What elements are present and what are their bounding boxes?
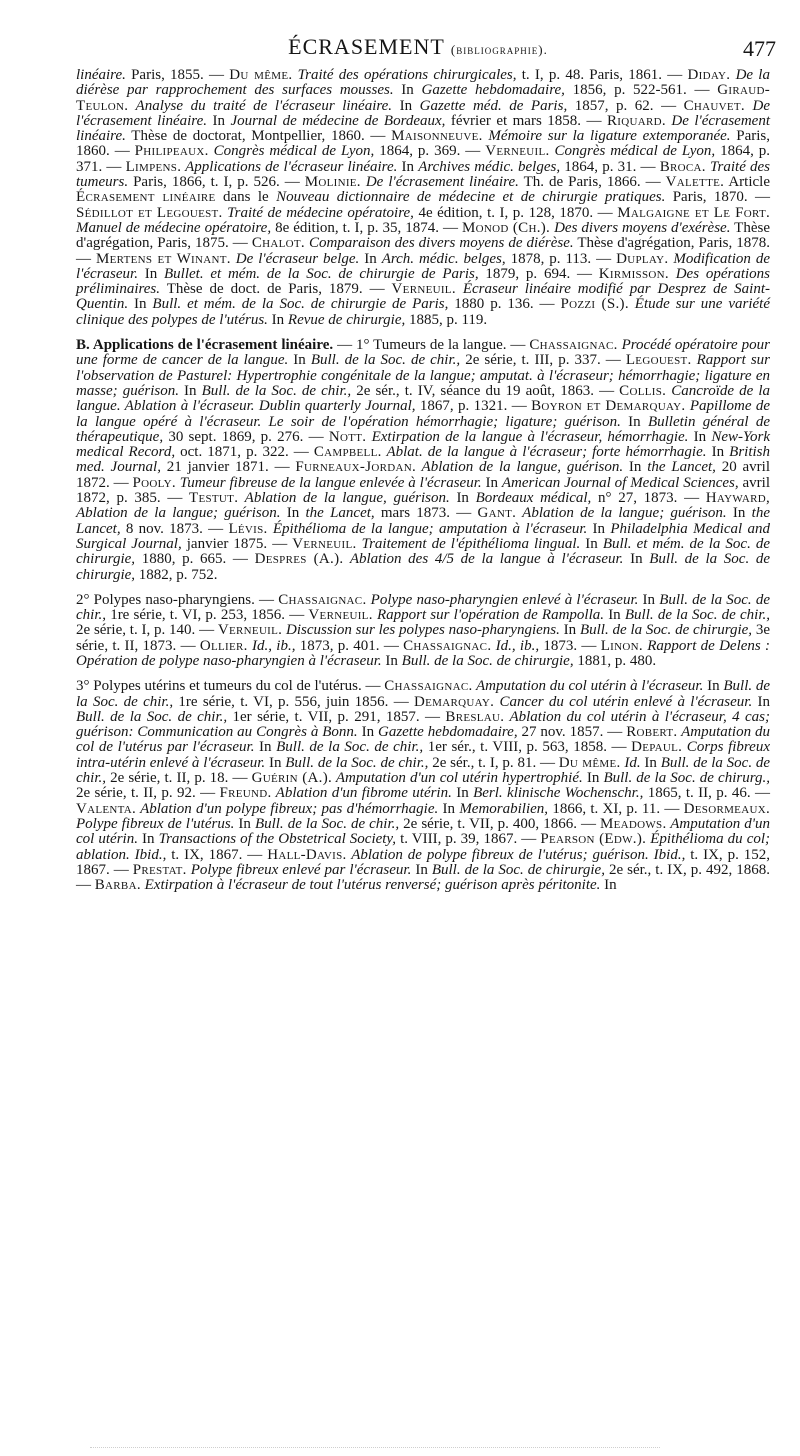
author-name: Philipeaux. [134,143,209,160]
work-title: Procédé opératoire pour une forme de cancer de la langue. [76,337,770,369]
work-title: Étude sur une variété clinique des polypes de l'utérus. [76,296,770,328]
work-title: Gazette hebdomadaire, [377,724,518,741]
author-name: Chauvet. [683,97,745,114]
reference-text: 2e série, t. III, p. 337. — [460,352,626,369]
author-name: Breslau. [445,708,505,725]
reference-text: janvier 1875. — [181,535,293,552]
reference-text: 2e série, t. II, p. 92. — [76,785,220,802]
author-name: Furneaux-Jordan. [295,459,417,476]
work-title: Modification de l'écraseur. [76,250,771,282]
work-title: Bull. et mém. de la Soc. de chirurgie, [76,535,770,568]
author-name: Barba. [94,877,141,894]
reference-text: avril 1872, p. 385. — [76,474,770,507]
author-name: Chassaignac. [278,591,367,608]
work-title: Bull. et mém. de la Soc. de chirurgie de Paris, [152,296,449,313]
reference-text: 8e édition, t. I, p. 35, 1874. — [271,219,462,236]
reference-text: Th. de Paris, 1866. — [518,174,666,191]
work-title: Extirpation à l'écraseur de tout l'utérus renversé; guérison après péritonite. [140,877,601,894]
reference-text: In [481,474,502,491]
reference-text: 3e série, t. II, 1873. — [76,622,771,654]
work-title: Amputation du col utérin à l'écraseur. [472,678,704,695]
bibliography-body [76,68,770,893]
work-title: Discussion sur les polypes naso-pharyngiens. [282,622,560,639]
author-name: Sédillot et Legouest. [76,204,223,221]
work-title: Épithélioma de la langue; amputation à l'écraseur. [267,520,588,537]
author-name: Legouest. [625,352,692,369]
bibliography-paragraph [76,338,770,583]
reference-text: 20 avril 1872. — [76,459,771,491]
author-name: Du même. [229,67,293,83]
work-title: Bordeaux médical, [475,490,592,507]
work-title: Analyse du traité de l'écraseur linéaire. [128,97,393,114]
reference-text: février et mars 1858. — [445,112,607,129]
reference-text: In [288,352,311,369]
reference-text: Paris, 1855. — [125,67,230,83]
work-title: Nouveau dictionnaire de médecine et de chirurgie pratiques. [276,189,666,206]
work-title: Épithélioma du col; ablation. Ibid., [76,831,771,863]
author-name: Campbell. [313,444,382,461]
work-title: Bull. de la Soc. de chir., [624,607,770,624]
author-name: Mertens et Winant. [95,250,231,267]
header-title: ÉCRASEMENT [288,34,445,59]
reference-text: In [752,693,771,710]
work-title: the Lancet, [76,505,770,537]
work-title: Bullet. et mém. de la Soc. de chirurgie de Paris, [164,265,479,282]
reference-text: In [726,505,752,522]
reference-text: 1879, p. 694. — [478,265,599,282]
author-name: Testut. [189,490,239,507]
work-title: Tumeur fibreuse de la langue enlevée à l'écraseur. [175,474,482,491]
reference-text: In [128,296,153,313]
reference-text: 1857, p. 62. — [567,97,684,114]
reference-text: In [449,490,476,507]
work-title: Polype naso-pharyngien enlevé à l'écraseur. [366,591,639,608]
work-title: Des divers moyens d'exérèse. [550,219,731,236]
work-title: Bull. de la Soc. de chirurgie, [579,622,753,639]
reference-text: t. I, p. 48. Paris, 1861. — [516,67,688,83]
work-title: Des opérations préliminaires. [76,265,770,298]
work-title: Amputation d'un col utérin hypertrophié. [332,770,583,787]
reference-text: 27 nov. 1857. — [517,724,627,741]
reference-text: 1873, p. 401. — [295,637,404,654]
author-name: Demarquay. [414,693,495,710]
work-title: De l'écraseur belge. [230,250,360,267]
author-name: Robert. [626,724,678,741]
reference-text: Paris, 1870. — [665,189,770,206]
reference-text: 1re série, t. VI, p. 253, 1856. — [106,607,309,624]
work-title: Arch. médic. belges, [381,250,506,267]
author-name: Verneuil. [292,535,357,552]
reference-text: 1856, p. 522-561. — [564,82,718,99]
work-title: Ablation de la langue, guérison. [238,490,450,507]
work-title: Bull. de la Soc. de chir., [76,678,771,710]
work-title: Bull. de la Soc. de chir., [201,382,352,399]
work-title: Papillome de la langue opéré à l'écraseur. Le soir de l'opération hémorrhagie; ligature; guérison. [76,398,771,430]
author-name: Nott. [328,428,367,445]
work-title: Archives médic. belges, [418,158,561,175]
reference-text: In [600,877,617,894]
author-name: Freund. [219,785,272,802]
author-name: Boyron et Demarquay. [531,398,686,415]
reference-text: Thèse d'agrégation, Paris, 1878. — [76,235,770,267]
work-title: the Lancet, [305,505,375,522]
reference-text: 2e sér., t. IV, séance du 19 août, 1863. — [351,382,620,399]
work-title: Manuel de médecine opératoire, [76,219,272,236]
reference-text: In [207,112,231,129]
author-name: Collis. [619,382,667,399]
reference-text: In [620,413,648,430]
bibliography-paragraph [76,679,770,893]
author-name: Ollier. [199,637,248,654]
work-title: Applications de l'écraseur linéaire. [181,158,398,175]
footer-rule [90,1447,660,1449]
reference-text: 30 sept. 1869, p. 276. — [163,428,329,445]
work-title: Congrès médical de Lyon, [208,143,375,160]
reference-text: 4e édition, t. I, p. 128, 1870. — [413,204,618,221]
reference-text: In [438,800,460,817]
reference-text: In [587,520,611,537]
section-heading: B. Applications de l'écrasement linéaire. [76,337,334,354]
reference-text: 1866, t. XI, p. 11. — [548,800,684,817]
work-title: Extirpation de la langue à l'écraseur, hémorrhagie. [366,428,689,445]
work-title: Corps fibreux intra-utérin enlevé à l'écraseur. [76,739,770,771]
work-title: De l'écrasement linéaire. [360,174,519,191]
work-title: Bulletin général de thérapeutique, [76,413,770,445]
work-title: Berl. klinische Wochenschr., [473,785,644,802]
work-title: Gazette méd. de Paris, [419,97,568,114]
reference-text: In [137,831,159,848]
author-name: Du même. [558,754,621,771]
work-title: Bull. de la Soc. de chirurg., [603,770,770,787]
work-title: Ablation du col utérin à l'écraseur, 4 cas; guérison: Communication au Congrès à Bonn. [76,708,770,741]
reference-text: Thèse de doctorat, Montpellier, 1860. — [125,128,392,145]
work-title: Traitement de l'épithélioma lingual. [356,535,581,552]
reference-text: oct. 1871, p. 322. — [175,444,314,461]
author-name: Maisonneuve. [391,128,483,145]
work-title: De l'écrasement linéaire. [76,97,771,129]
reference-text: 1864, p. 369. — [374,143,486,160]
author-name: Verneuil. [391,281,456,298]
reference-text: 1er série, t. VII, p. 291, 1857. — [227,708,446,725]
author-name: Valenta. [76,800,137,817]
reference-text: In [137,265,165,282]
reference-text: In [381,652,402,669]
author-name: Pooly. [132,474,176,491]
author-name: Hayward, [705,490,771,507]
author-name: Depaul. [631,739,683,756]
work-title: Gazette hebdomadaire, [421,82,565,99]
work-title: Amputation du col de l'utérus par l'écraseur. [76,724,771,756]
work-title: Bull. de la Soc. de chir., [76,591,771,624]
reference-text: In [640,754,661,771]
author-name: Valette. [665,174,725,191]
work-title: Ablation de la langue, guérison. [416,459,624,476]
reference-text: In [703,678,724,695]
reference-text: In [623,459,648,476]
work-title: the Lancet, [647,459,716,476]
work-title: Bull. de la Soc. de chir., [76,708,228,725]
reference-text: t. IX, 1867. — [166,846,268,863]
work-title: Traité des opérations chirurgicales, [292,67,517,83]
reference-text: 8 nov. 1873. — [120,520,229,537]
work-title: Bull. de la Soc. de chirurgie, [431,861,605,878]
work-title: Traité de médecine opératoire, [222,204,414,221]
reference-text: 2e série, t. VII, p. 400, 1866. — [399,815,600,832]
reference-text: 1867, p. 1321. — [415,398,532,415]
author-name: Riquard. [606,112,666,129]
work-title: American Journal of Medical Sciences, [501,474,739,491]
reference-text: 2e série, t. I, p. 140. — [76,622,218,639]
work-title: Id. [620,754,641,771]
work-title: Cancroïde de la langue. Ablation à l'écraseur. Dublin quarterly Journal, [76,382,771,415]
reference-text: In [234,815,255,832]
reference-text: In [706,444,730,461]
author-name: Hall-Davis. [267,846,347,863]
author-name: Chalot. [251,235,305,252]
reference-text: Paris, 1866, t. I, p. 526. — [128,174,305,191]
work-title: Congrès médical de Lyon, [549,143,716,160]
author-name: Lévis. [228,520,268,537]
work-title: Ablation d'un polype fibreux; pas d'hémorrhagie. [136,800,439,817]
reference-text: In [688,428,712,445]
reference-text: In [623,551,650,568]
reference-text: t. VIII, p. 39, 1867. — [396,831,541,848]
reference-text: 2e sér., t. IX, p. 492, 1868. — [76,861,770,894]
work-title: Bull. de la Soc. de chir., [276,739,424,756]
reference-text: In [357,724,378,741]
header-subtitle: (bibliographie). [450,42,548,57]
reference-text: 2° Polypes naso-pharyngiens. — [76,591,279,608]
reference-text: In [280,505,306,522]
reference-text: In [638,591,660,608]
author-name: Limpens. [125,158,182,175]
work-title: Bull. de la Soc. de chir., [254,815,400,832]
author-name: Chassaignac. [403,637,492,654]
author-name: Guérin (A.). [251,770,333,787]
reference-text: In [265,754,286,771]
author-name: Kirmisson. [598,265,669,282]
reference-text: In [267,311,288,328]
work-title: Bull. de la Soc. de chir., [76,754,771,787]
author-name: Diday. [687,67,731,83]
bibliography-paragraph [76,68,770,328]
reference-text: In [451,785,474,802]
author-name: Verneuil. [485,143,550,160]
author-name: Prestat. [132,861,187,878]
running-header [60,34,776,68]
reference-text: In [582,770,604,787]
reference-text: In [580,535,603,552]
author-name: Giraud-Teulon. [76,82,770,114]
work-title: Ablat. de la langue à l'écraseur; forte hémorrhagie. [381,444,707,461]
author-name: Verneuil. [217,622,283,639]
work-title: Mémoire sur la ligature extemporanée. [482,128,731,145]
reference-text: 1880 p. 136. — [448,296,561,313]
reference-text: 1885, p. 119. [405,311,488,328]
reference-text: n° 27, 1873. — [591,490,706,507]
work-title: Polype fibreux enlevé par l'écraseur. [186,861,412,878]
work-title: Rapport sur l'observation de Pasturel: Hypertrophie congénitale de la langue; amputat. à l'écraseur; hémorrhagie; ligature en masse; guérison. [76,352,770,399]
reference-text: Thèse d'agrégation, Paris, 1875. — [76,219,770,252]
reference-text: 1er sér., t. VIII, p. 563, 1858. — [423,739,632,756]
author-name: Broca. [659,158,706,175]
work-title: Ablation d'un fibrome utérin. [271,785,452,802]
work-title: Traité des tumeurs. [76,158,771,191]
author-name: Pozzi (S.). [560,296,629,313]
reference-text: 21 janvier 1871. — [160,459,296,476]
reference-text: 1865, t. II, p. 46. — [643,785,770,802]
author-name: Chassaignac. [384,678,473,695]
work-title: Ablation de polype fibreux de l'utérus; guérison. Ibid., [346,846,686,863]
author-name: Linon. [600,637,643,654]
reference-text: 1880, p. 665. — [135,551,255,568]
reference-text: In [254,739,277,756]
work-title: New-York medical Record, [76,428,770,461]
work-title: Revue de chirurgie, [287,311,406,328]
reference-text: — 1° Tumeurs de la langue. — [333,337,530,354]
running-title [60,34,776,60]
work-title: Ablation de la langue; guérison. [516,505,727,522]
reference-text: 1864, p. 31. — [560,158,660,175]
work-title: Id., ib., [491,637,540,654]
reference-text: dans le [215,189,277,206]
work-title: Bull. de la Soc. de chirurgie, [76,551,771,583]
work-title: Transactions of the Obstetrical Society, [158,831,397,848]
reference-text: Article [724,174,770,191]
work-title: Philadelphia Medical and Surgical Journal, [76,520,770,552]
reference-text: In [411,861,432,878]
author-name: Despres (A.). [254,551,344,568]
author-name: Gant. [477,505,517,522]
reference-text: 1re série, t. VI, p. 556, juin 1856. — [173,693,415,710]
reference-text: In [392,97,420,114]
work-title: Rapport sur l'opération de Rampolla. [372,607,604,624]
reference-text: mars 1873. — [374,505,478,522]
reference-text: t. IX, p. 152, 1867. — [76,846,771,878]
reference-text: In [559,622,580,639]
work-title: British med. Journal, [76,444,770,476]
work-title: Comparaison des divers moyens de diérèse. [304,235,574,252]
work-title: Bull. de la Soc. de chirurgie, [401,652,574,669]
work-title: De l'écrasement linéaire. [76,112,770,145]
work-title: Amputation d'un col utérin. [76,815,770,848]
author-name: Écrasement linéaire [76,189,216,206]
reference-text: 1881, p. 480. [573,652,657,669]
reference-text: 1882, p. 752. [135,566,218,583]
work-title: Rapport de Delens : Opération de polype naso-pharyngien à l'écraseur. [76,637,771,669]
work-title: Memorabilien, [459,800,549,817]
work-title: Journal de médecine de Bordeaux, [230,112,446,129]
author-name: Malgaigne et Le Fort. [617,204,771,221]
work-title: Ablation de la langue; guérison. [76,505,281,522]
reference-text: Paris, 1860. — [76,128,770,160]
page-number: 477 [743,36,776,61]
reference-text: Thèse de doct. de Paris, 1879. — [160,281,392,298]
author-name: Chassaignac. [529,337,618,354]
author-name: Molinie. [304,174,361,191]
work-title: Bull. de la Soc. de chir., [310,352,461,369]
reference-text: 1873. — [539,637,601,654]
author-name: Verneuil. [308,607,373,624]
author-name: Meadows. [599,815,667,832]
work-title: Cancer du col utérin enlevé à l'écraseur. [494,693,753,710]
author-name: Pearson (Edw.). [540,831,647,848]
reference-text: 1864, p. 371. — [76,143,771,175]
work-title: De la diérèse par rapprochement des surfaces mousses. [76,67,770,99]
work-title: linéaire. [76,67,126,83]
work-title: Polype fibreux de l'utérus. [76,815,235,832]
reference-text: In [393,82,422,99]
reference-text: In [604,607,625,624]
work-title: Id., ib., [247,637,296,654]
author-name: Monod (Ch.). [461,219,551,236]
reference-text: In [359,250,382,267]
work-title: Écraseur linéaire modifié par Desprez de Saint-Quentin. [76,281,771,313]
reference-text: 2e sér., t. I, p. 81. — [428,754,559,771]
work-title: Bull. de la Soc. de chir., [285,754,429,771]
author-name: Desormeaux. [683,800,770,817]
reference-text: 2e série, t. II, p. 18. — [106,770,252,787]
work-title: Ablation des 4/5 de la langue à l'écraseur. [343,551,624,568]
reference-text: In [178,382,202,399]
bibliography-paragraph [76,593,770,669]
reference-text: In [397,158,419,175]
reference-text: 3° Polypes utérins et tumeurs du col de l'utérus. — [76,678,385,695]
reference-text: 1878, p. 113. — [505,250,617,267]
author-name: Duplay. [616,250,669,267]
